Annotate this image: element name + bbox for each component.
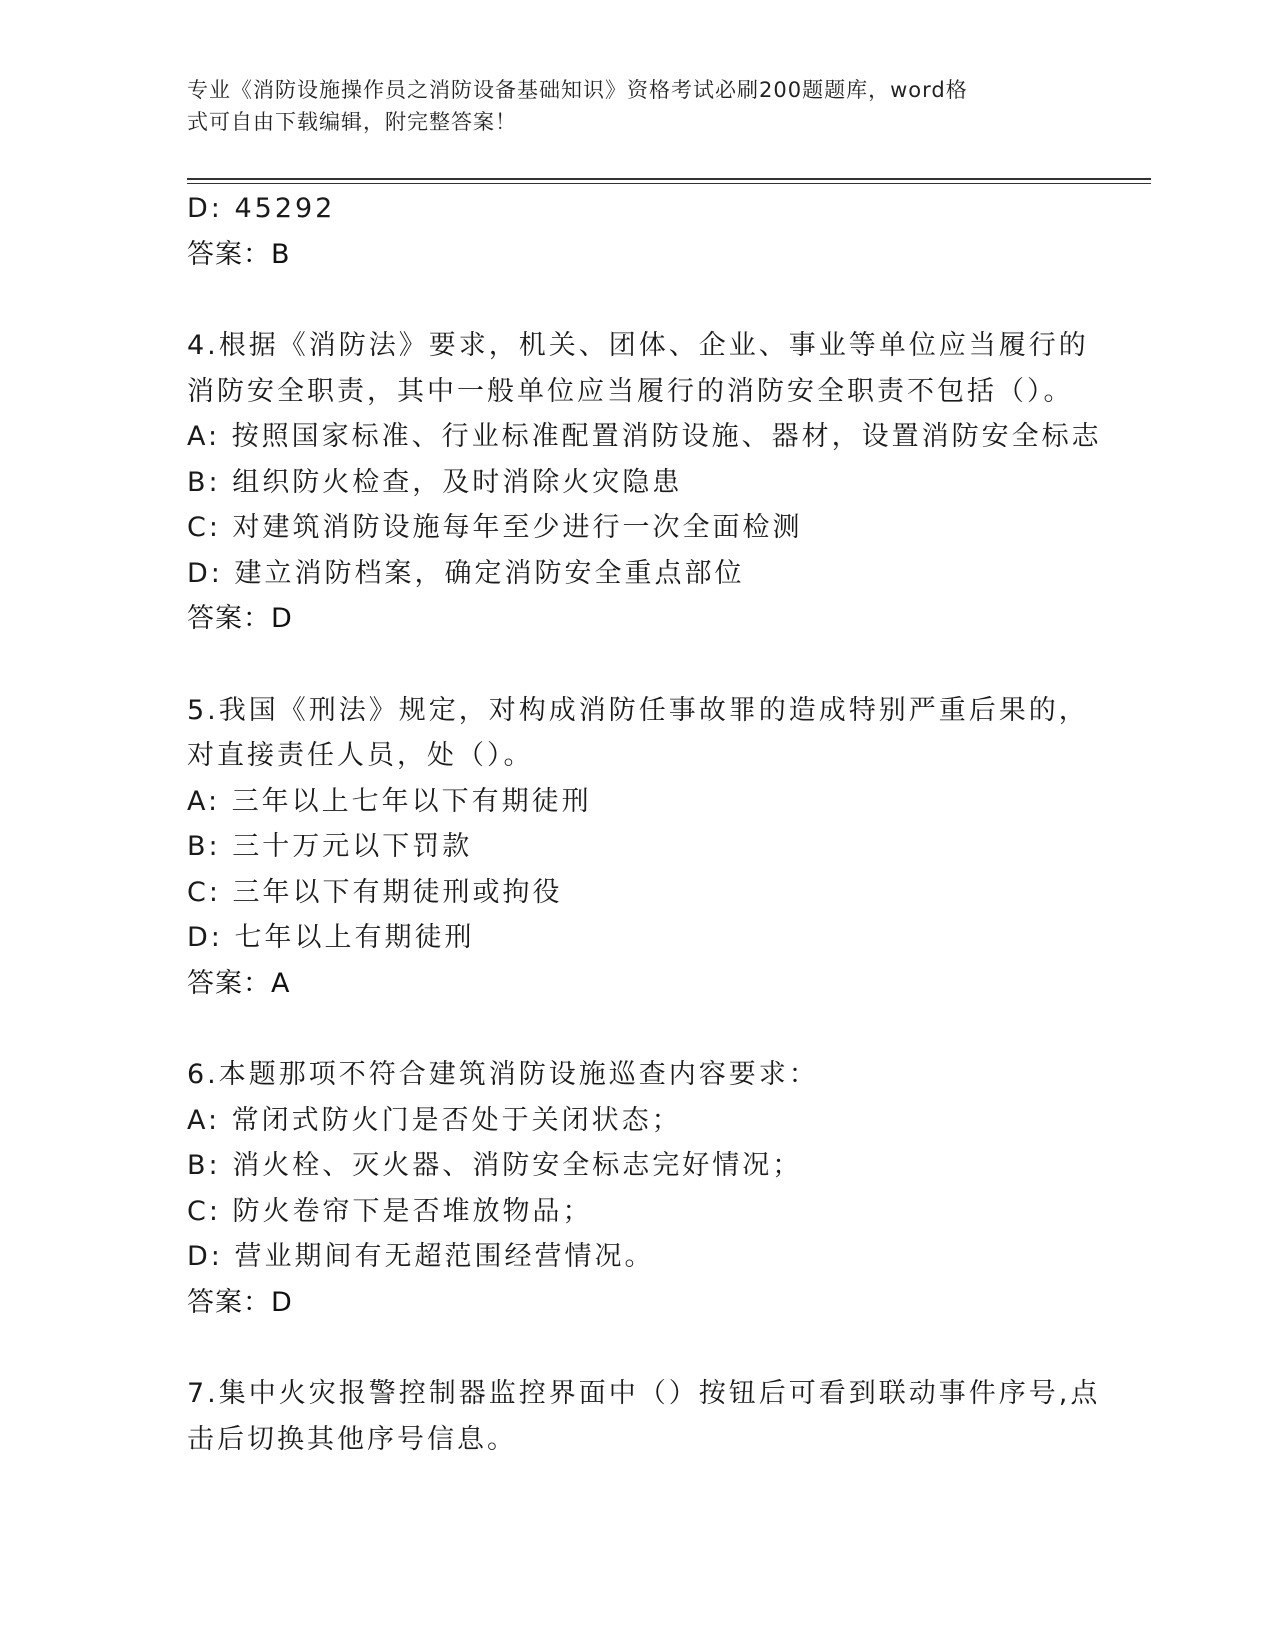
question-stem-line: 对直接责任人员，处（）。 [187,740,534,771]
header-divider-thin [187,183,1151,184]
question-stem-line: 4.根据《消防法》要求，机关、团体、企业、事业等单位应当履行的 [187,330,1089,361]
option-d: D: 七年以上有期徒刑 [187,922,475,953]
question-6 [187,1052,1087,1325]
option-c: C: 三年以下有期徒刑或拘役 [187,876,563,908]
question-list [187,186,1102,1462]
spacer [187,642,1087,688]
option-d: D: 45292 [187,193,336,224]
option-d: D: 营业期间有无超范围经营情况。 [187,1241,655,1272]
answer-line: 答案：B [187,238,291,270]
option-c: C: 对建筑消防设施每年至少进行一次全面检测 [187,512,803,543]
question-5 [187,688,1087,1007]
header-line-2: 式可自由下载编辑，附完整答案！ [187,110,517,134]
question-stem-line: 6.本题那项不符合建筑消防设施巡查内容要求： [187,1059,819,1090]
header-divider-thick [187,178,1151,180]
answer-line: 答案：D [187,1286,293,1318]
option-a: A: 按照国家标准、行业标准配置消防设施、器材，设置消防安全标志 [187,421,1102,452]
option-a: A: 三年以上七年以下有期徒刑 [187,785,592,817]
answer-line: 答案：A [187,967,291,999]
spacer [187,277,1087,323]
answer-line: 答案：D [187,603,293,634]
spacer [187,1006,1087,1052]
question-stem-line: 5.我国《刑法》规定，对构成消防任事故罪的造成特别严重后果的， [187,694,1089,726]
question-stem-line: 消防安全职责，其中一般单位应当履行的消防安全职责不包括（）。 [187,375,1074,407]
question-stem-line: 击后切换其他序号信息。 [187,1423,517,1455]
option-c: C: 防火卷帘下是否堆放物品； [187,1195,593,1227]
spacer [187,1325,1087,1371]
option-d: D: 建立消防档案，确定消防安全重点部位 [187,557,745,589]
option-b: B: 组织防火检查，及时消除火灾隐患 [187,466,683,498]
option-a: A: 常闭式防火门是否处于关闭状态； [187,1104,682,1136]
question-7 [187,1371,1101,1462]
header-line-1: 专业《消防设施操作员之消防设备基础知识》资格考试必刷200题题库，word格 [187,78,968,102]
option-b: B: 三十万元以下罚款 [187,831,473,862]
question-4 [187,323,1102,642]
document-header-note [187,74,1067,138]
question-stem-line: 7.集中火灾报警控制器监控界面中（）按钮后可看到联动事件序号,点 [187,1378,1101,1409]
option-b: B: 消火栓、灭火器、消防安全标志完好情况； [187,1150,803,1181]
